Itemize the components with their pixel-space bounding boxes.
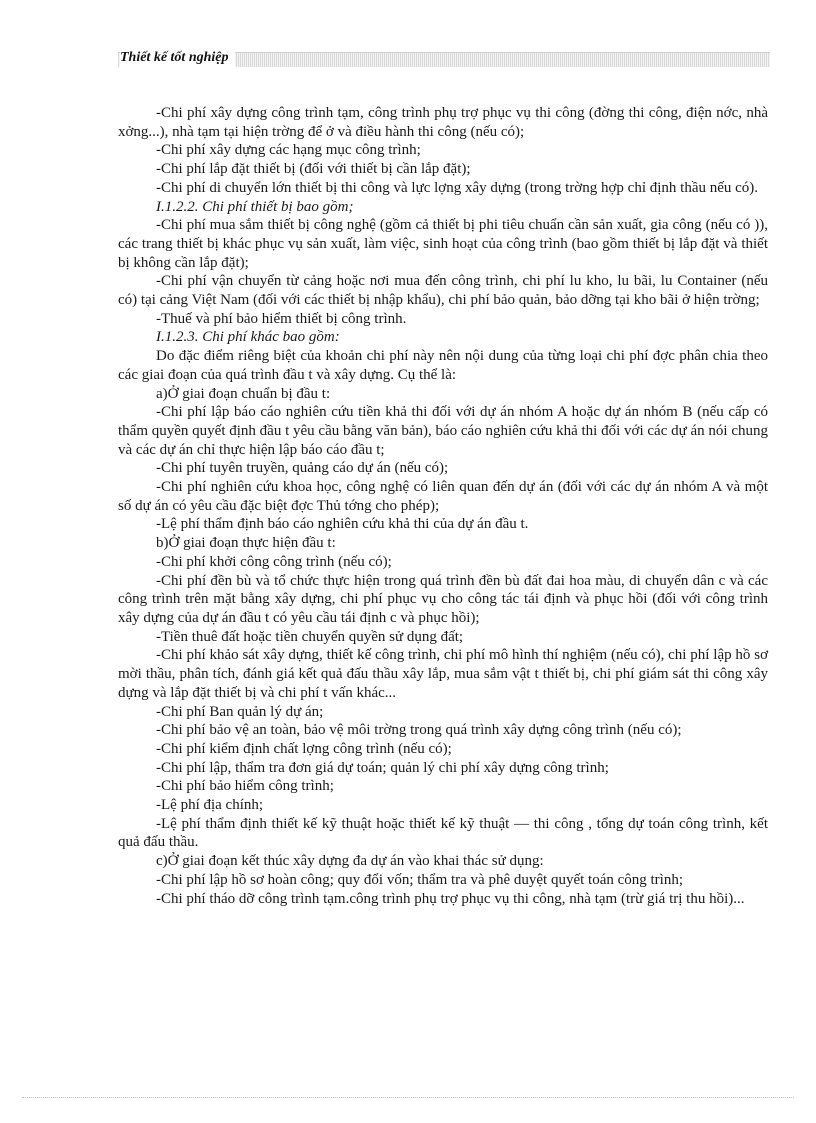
paragraph: -Chi phí xây dựng công trình tạm, công trình phụ trợ phục vụ thi công (đờng thi công, điện nớc, nhà xởng...), nhà tạm tại hiện trờng để ở và điều hành thi công (nếu có); bbox=[118, 105, 768, 140]
paragraph: -Lệ phí địa chính; bbox=[156, 797, 264, 814]
paragraph: -Chi phí khảo sát xây dựng, thiết kế công trình, chi phí mô hình thí nghiệm (nếu có), chi phí lập hồ sơ mời thầu, phân tích, đánh giá kết quả đấu thầu xây lắp, mua sắm vật t thiết bị, chi phí giám sát thi công xây dựng và lắp đặt thiết bị và chi phí t vấn khác... bbox=[118, 647, 768, 701]
paragraph: -Chi phí xây dựng các hạng mục công trình; bbox=[156, 142, 421, 159]
header-title: Thiết kế tốt nghiệp bbox=[120, 49, 235, 67]
page-header bbox=[118, 52, 770, 67]
paragraph: -Chi phí vận chuyển từ cảng hoặc nơi mua đến công trình, chi phí lu kho, lu bãi, lu Container (nếu có) tại cảng Việt Nam (đối với các thiết bị nhập khẩu), chi phí bảo quản, bảo dỡng tại kho bãi ở hiện trờng; bbox=[118, 273, 768, 309]
paragraph: -Chi phí lập báo cáo nghiên cứu tiền khả thi đối với dự án nhóm A hoặc dự án nhóm B (nếu cấp có thẩm quyền quyết định đầu t yêu cầu bằng văn bản), báo cáo nghiên cứu khả thi đối với các dự án nói chung và các dự án chỉ thực hiện lập báo cáo đầu t; bbox=[118, 404, 768, 458]
paragraph: -Chi phí tuyên truyền, quảng cáo dự án (nếu có); bbox=[156, 460, 449, 477]
paragraph: Do đặc điểm riêng biệt của khoản chi phí này nên nội dung của từng loại chi phí đợc phân chia theo các giai đoạn của quá trình đầu t và xây dựng. Cụ thể là: bbox=[118, 348, 768, 383]
paragraph: -Chi phí Ban quản lý dự án; bbox=[156, 703, 324, 720]
paragraph: -Chi phí lắp đặt thiết bị (đối với thiết bị cần lắp đặt); bbox=[156, 161, 471, 178]
paragraph: -Chi phí nghiên cứu khoa học, công nghệ có liên quan đến dự án (đối với các dự án nhóm A và một số dự án có yêu cầu đặc biệt đợc Thủ tớng cho phép); bbox=[118, 479, 768, 514]
footer-divider bbox=[22, 1097, 794, 1098]
paragraph: -Chi phí đền bù và tổ chức thực hiện trong quá trình đền bù đất đai hoa màu, di chuyển dân c và các công trình trên mặt bằng xây dựng, chi phí phục vụ cho công tác tái định và phục hồi (đối với công trình xây dựng của dự án đầu t có yêu cầu tái định c và phục hồi); bbox=[118, 572, 768, 626]
paragraph: -Chi phí kiểm định chất lợng công trình (nếu có); bbox=[156, 740, 452, 757]
document-body bbox=[118, 104, 768, 908]
section-heading: I.1.2.2. Chi phí thiết bị bao gồm; bbox=[156, 198, 354, 215]
paragraph: -Chi phí bảo hiểm công trình; bbox=[156, 778, 334, 795]
paragraph: -Lệ phí thẩm định thiết kế kỹ thuật hoặc thiết kế kỹ thuật — thi công , tổng dự toán công trình, kết quả đấu thầu. bbox=[118, 815, 768, 851]
paragraph: a)Ở giai đoạn chuẩn bị đầu t: bbox=[156, 385, 331, 402]
section-heading: I.1.2.3. Chi phí khác bao gồm: bbox=[156, 329, 340, 346]
paragraph: -Chi phí khởi công công trình (nếu có); bbox=[156, 553, 392, 570]
paragraph: -Chi phí tháo dỡ công trình tạm.công trình phụ trợ phục vụ thi công, nhà tạm (trừ giá trị thu hồi)... bbox=[156, 890, 745, 907]
paragraph: -Chi phí mua sắm thiết bị công nghệ (gồm cả thiết bị phi tiêu chuẩn cần sản xuất, gia công (nếu có )), các trang thiết bị khác phục vụ sản xuất, làm việc, sinh hoạt của công trình (bao gồm thiết bị lắp đặt và thiết bị không cần lắp đặt); bbox=[118, 217, 768, 271]
paragraph: b)Ở giai đoạn thực hiện đầu t: bbox=[156, 535, 336, 552]
paragraph: -Lệ phí thẩm định báo cáo nghiên cứu khả thi của dự án đầu t. bbox=[156, 516, 529, 533]
paragraph: -Chi phí lập, thẩm tra đơn giá dự toán; quản lý chi phí xây dựng công trình; bbox=[156, 759, 609, 776]
paragraph: -Chi phí lập hồ sơ hoàn công; quy đổi vốn; thẩm tra và phê duyệt quyết toán công trình; bbox=[156, 871, 684, 888]
paragraph: -Chi phí bảo vệ an toàn, bảo vệ môi trờng trong quá trình xây dựng công trình (nếu có); bbox=[156, 722, 682, 739]
paragraph: -Tiền thuê đất hoặc tiền chuyển quyền sử dụng đất; bbox=[156, 628, 464, 645]
paragraph: -Chi phí di chuyển lớn thiết bị thi công và lực lợng xây dựng (trong trờng hợp chỉ định thầu nếu có). bbox=[156, 179, 759, 196]
paragraph: -Thuế và phí bảo hiểm thiết bị công trình. bbox=[156, 310, 407, 327]
paragraph: c)Ở giai đoạn kết thúc xây dựng đa dự án vào khai thác sử dụng: bbox=[156, 853, 544, 870]
